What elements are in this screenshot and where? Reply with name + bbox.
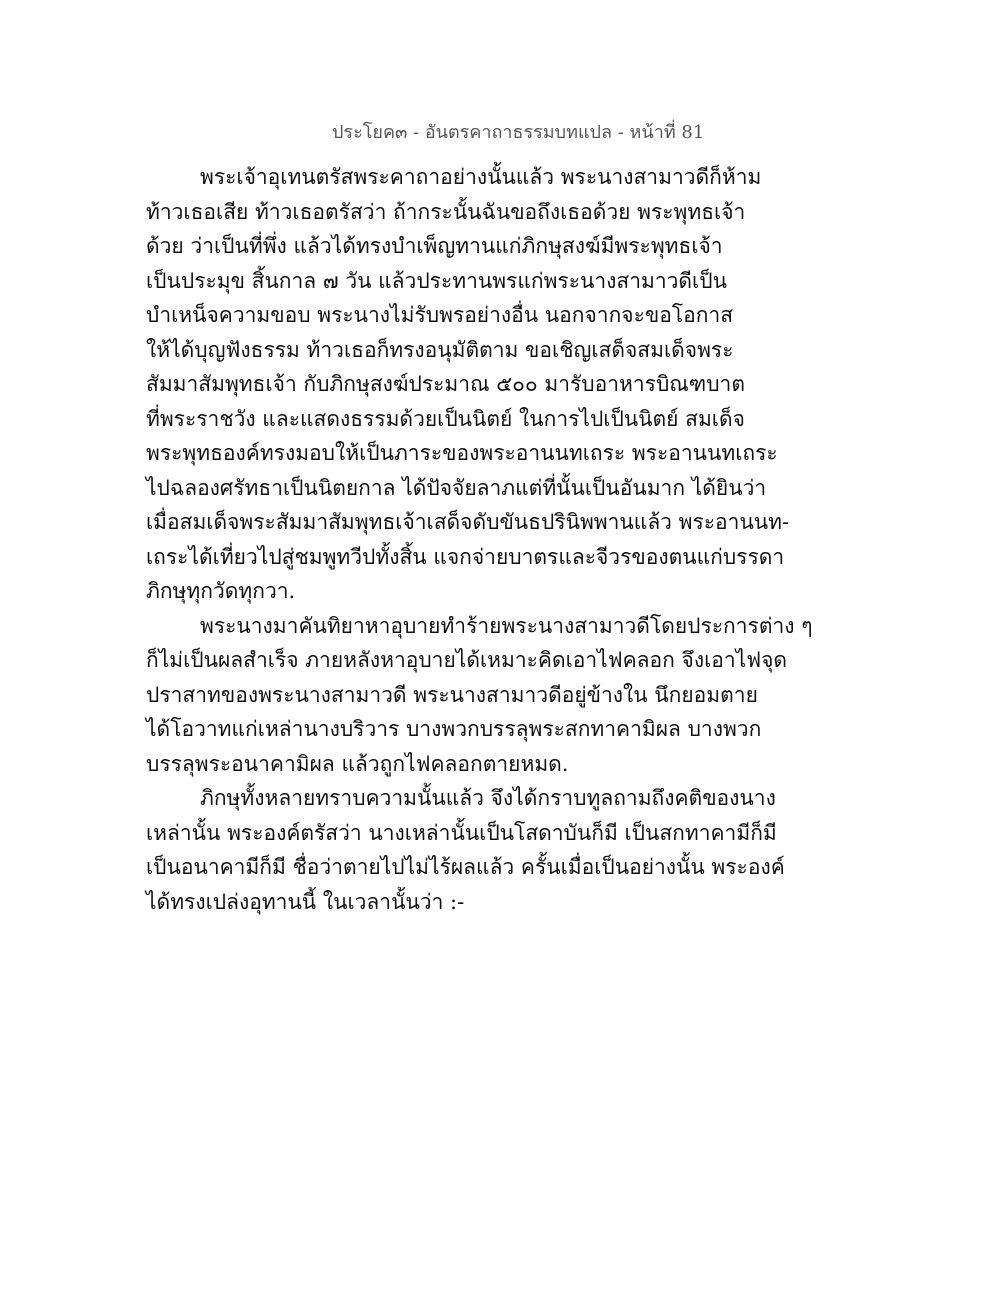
paragraph-3-line-3: เป็นอนาคามีก็มี ชื่อว่าตายไปไม่ไร้ผลแล้ว ครั้นเมื่อเป็นอย่างนั้น พระองค์ — [146, 855, 785, 879]
paragraph-1-line-7: สัมมาสัมพุทธเจ้า กับภิกษุสงฆ์ประมาณ ๕๐๐ มารับอาหารบิณฑบาต — [146, 372, 745, 396]
paragraph-1-line-4: เป็นประมุข สิ้นกาล ๗ วัน แล้วประทานพรแก่พระนางสามาวดีเป็น — [146, 268, 727, 293]
paragraph-1-line-1: พระเจ้าอุเทนตรัสพระคาถาอย่างนั้นแล้ว พระนางสามาวดีก็ห้าม — [200, 165, 762, 189]
paragraph-2-line-5: บรรลุพระอนาคามิผล แล้วถูกไฟคลอกตายหมด. — [146, 751, 569, 776]
paragraph-1-line-10: ไปฉลองศรัทธาเป็นนิตยกาล ได้ปัจจัยลาภแต่ที่นั้นเป็นอันมาก ได้ยินว่า — [146, 475, 767, 500]
paragraph-1-line-13: ภิกษุทุกวัดทุกวา. — [146, 579, 296, 603]
paragraph-2-line-2: ก็ไม่เป็นผลสำเร็จ ภายหลังหาอุบายได้เหมาะคิดเอาไฟคลอก จึงเอาไฟจุด — [146, 648, 788, 672]
paragraph-1-line-3: ด้วย ว่าเป็นที่พึ่ง แล้วได้ทรงบำเพ็ญทานแก่ภิกษุสงฆ์มีพระพุทธเจ้า — [146, 234, 723, 258]
paragraph-2-line-4: ได้โอวาทแก่เหล่านางบริวาร บางพวกบรรลุพระสกทาคามิผล บางพวก — [146, 717, 762, 741]
paragraph-3-line-1: ภิกษุทั้งหลายทราบความนั้นแล้ว จึงได้กราบทูลถามถึงคติของนาง — [200, 786, 776, 810]
paragraph-1-line-8: ที่พระราชวัง และแสดงธรรมด้วยเป็นนิตย์ ในการไปเป็นนิตย์ สมเด็จ — [146, 406, 745, 431]
paragraph-1-line-5: บำเหน็จความขอบ พระนางไม่รับพรอย่างอื่น นอกจากจะขอโอกาส — [146, 303, 734, 327]
paragraph-1-line-12: เถระได้เที่ยวไปสู่ชมพูทวีปทั้งสิ้น แจกจ่ายบาตรและจีวรของตนแก่บรรดา — [146, 544, 785, 569]
paragraph-3-line-2: เหล่านั้น พระองค์ตรัสว่า นางเหล่านั้นเป็นโสดาบันก็มี เป็นสกทาคามีก็มี — [146, 820, 777, 845]
page-header: ประโยค๓ - อันตรคาถาธรรมบทแปล - หน้าที่ 81 — [332, 122, 705, 143]
body-text — [146, 160, 813, 919]
paragraph-2-line-1: พระนางมาคันทิยาหาอุบายทำร้ายพระนางสามาวดีโดยประการต่าง ๆ — [200, 613, 813, 638]
paragraph-1-line-9: พระพุทธองค์ทรงมอบให้เป็นภาระของพระอานนทเถระ พระอานนทเถระ — [146, 441, 778, 465]
paragraph-1-line-2: ท้าวเธอเสีย ท้าวเธอตรัสว่า ถ้ากระนั้นฉันขอถึงเธอด้วย พระพุทธเจ้า — [146, 199, 746, 224]
paragraph-1-line-11: เมื่อสมเด็จพระสัมมาสัมพุทธเจ้าเสด็จดับขันธปรินิพพานแล้ว พระอานนท- — [146, 510, 790, 534]
paragraph-2-line-3: ปราสาทของพระนางสามาวดี พระนางสามาวดีอยู่ข้างใน นึกยอมตาย — [146, 682, 758, 707]
paragraph-1-line-6: ให้ได้บุญฟังธรรม ท้าวเธอก็ทรงอนุมัติตาม ขอเชิญเสด็จสมเด็จพระ — [146, 337, 734, 362]
paragraph-3-line-4: ได้ทรงเปล่งอุทานนี้ ในเวลานั้นว่า :- — [146, 889, 465, 914]
